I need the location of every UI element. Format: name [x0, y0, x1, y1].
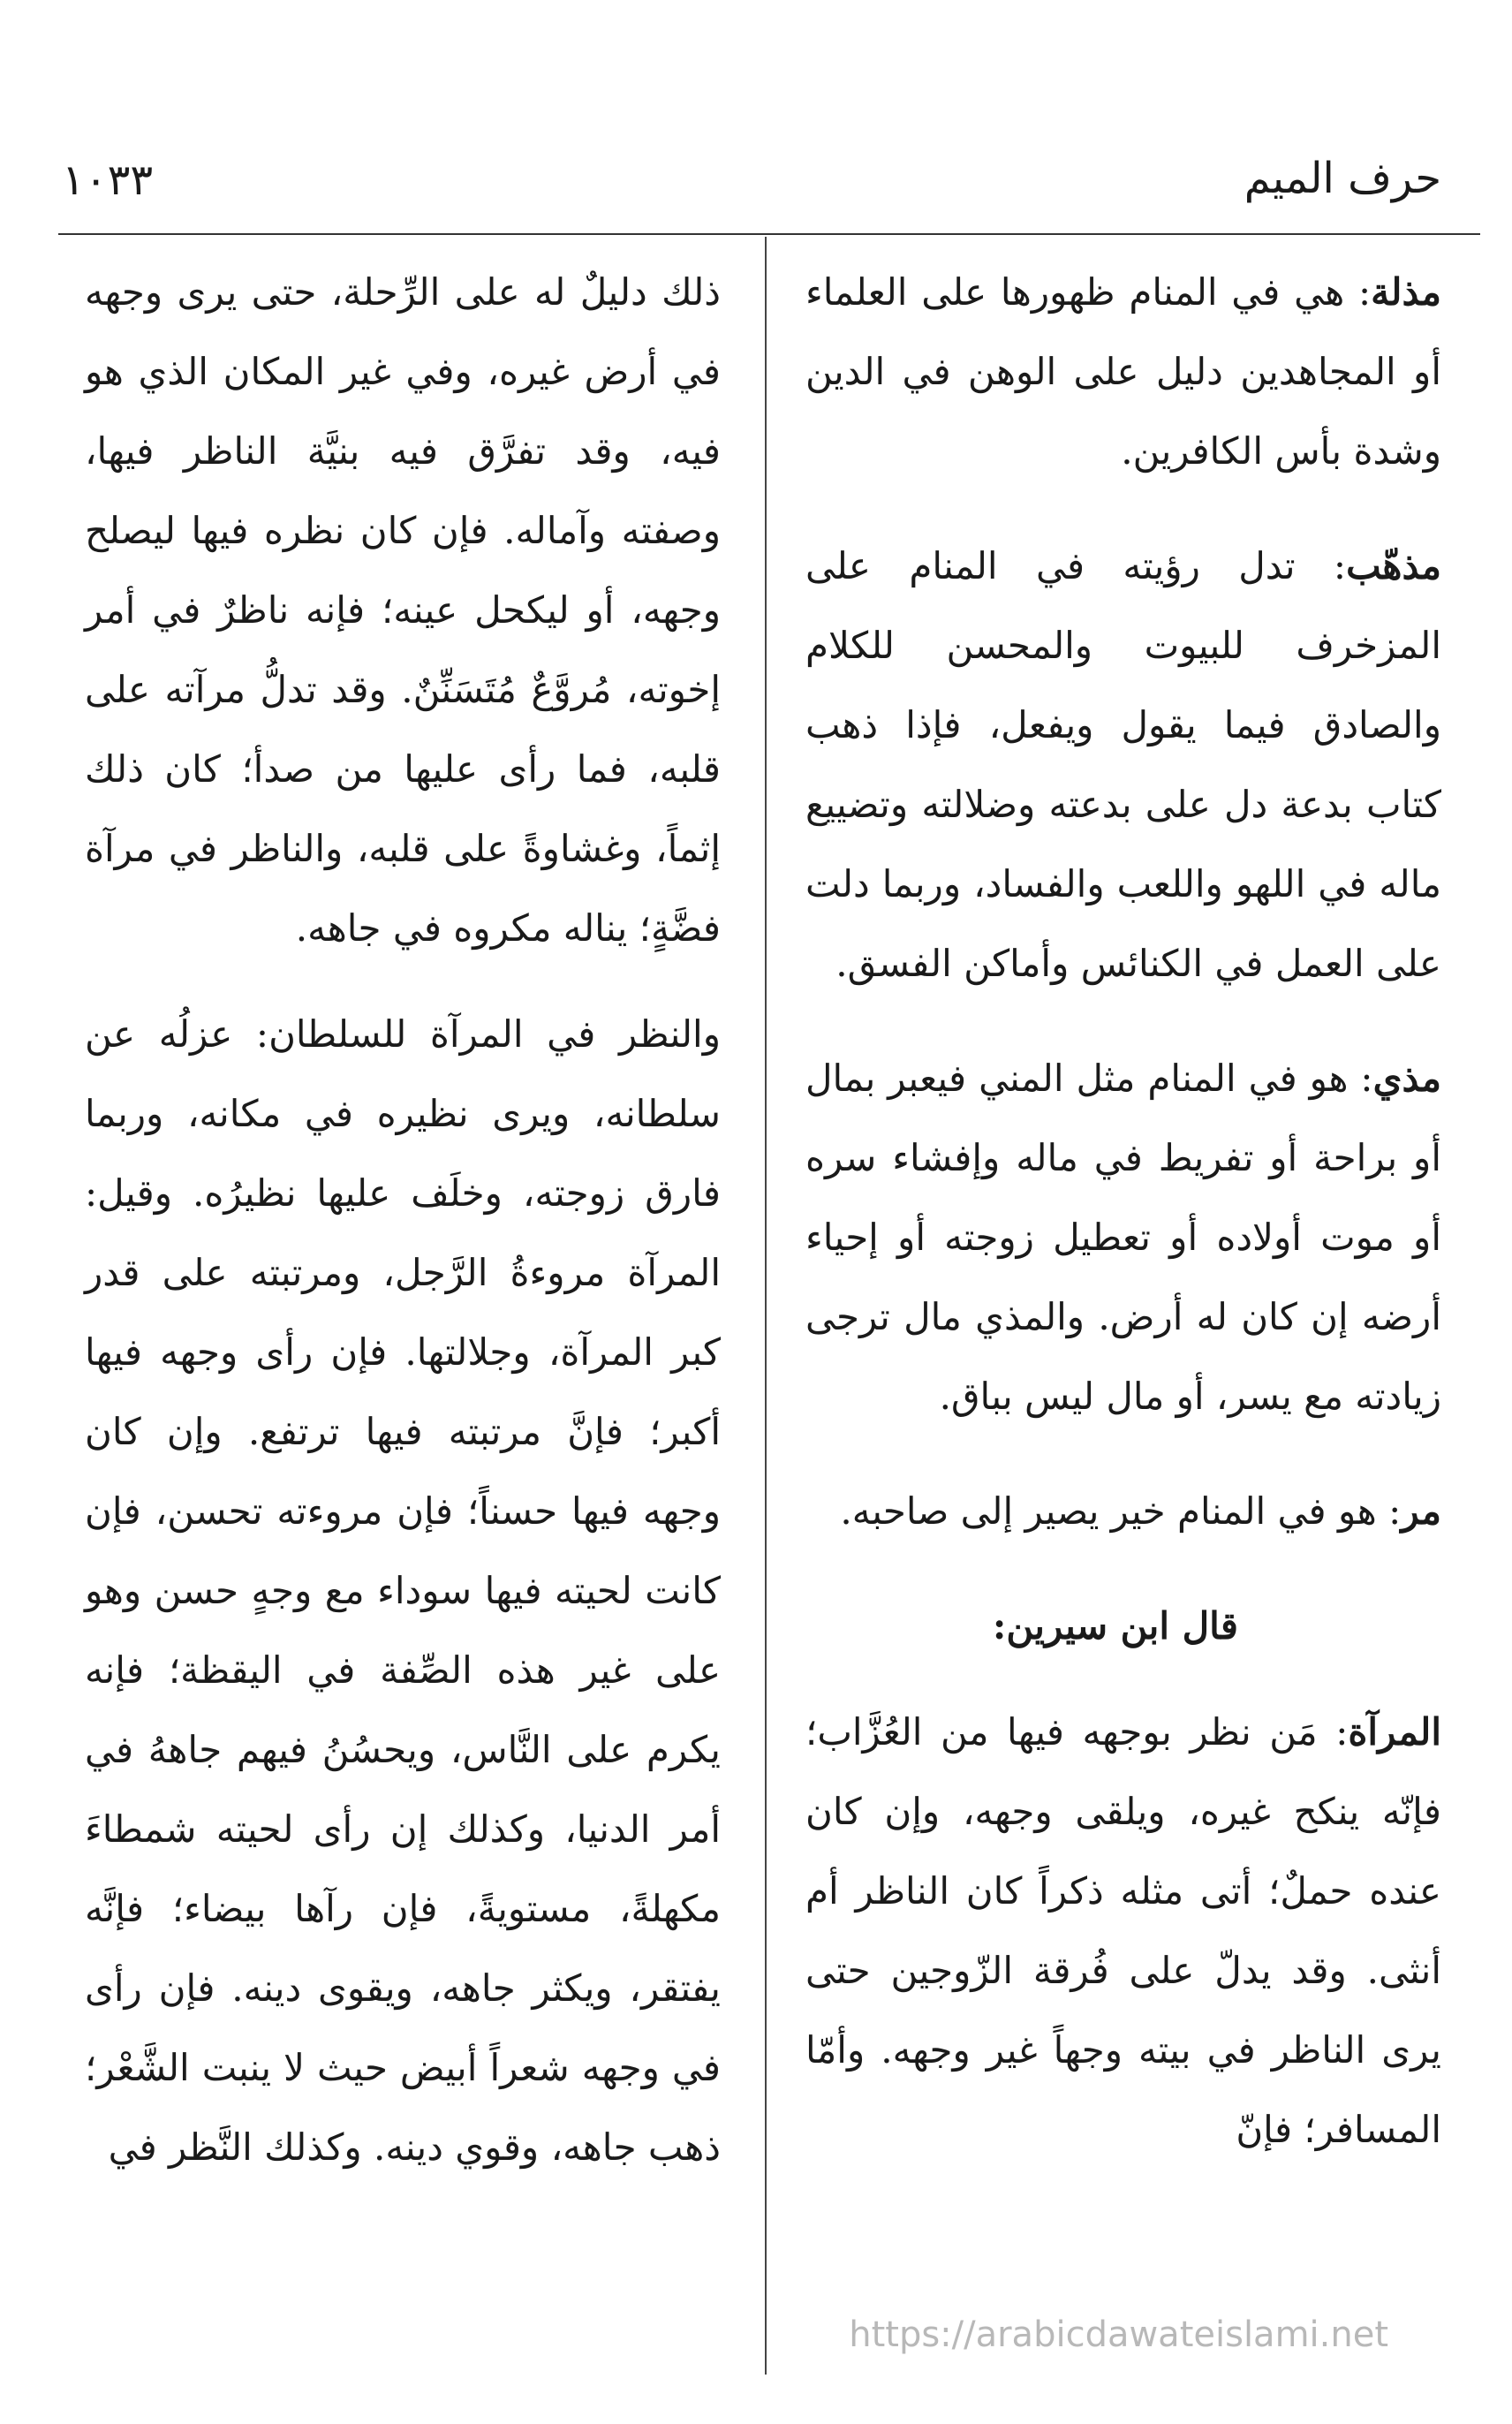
entry-text: : هو في المنام خير يصير إلى صاحبه. — [840, 1489, 1402, 1533]
entry-headword: مذلة — [1371, 270, 1441, 314]
entry-headword: مر — [1401, 1489, 1441, 1533]
entry-murr — [805, 1472, 1441, 1551]
section-subheading: قال ابن سيرين: — [992, 1604, 1238, 1648]
running-header-title: حرف الميم — [1244, 154, 1441, 203]
entry-text: : مَن نظر بوجهه فيها من العُزَّاب؛ فإنّه ينكح غيره، ويلقى وجهه، وإن كان عنده حملٌ؛ أتى مثله ذكراً كان الناظر أم أنثى. وقد يدلّ على فُرقة الزّوجين حتى يرى الناظر في بيته وجهاً غير وجهه. وأمّا المسافر؛ فإنّ — [805, 1710, 1441, 2151]
entry-text: : هي في المنام ظهورها على العلماء أو المجاهدين دليل على الوهن في الدين وشدة بأس الكافرين. — [805, 270, 1441, 473]
entry-mirror — [805, 1693, 1441, 2170]
entry-headword: مذي — [1372, 1057, 1441, 1100]
left-column — [85, 253, 721, 2214]
watermark-url: https://arabicdawateislami.net — [849, 2314, 1388, 2355]
entry-madhalla — [805, 253, 1441, 491]
header-rule — [58, 233, 1480, 235]
entry-headword: مذهّب — [1346, 544, 1441, 587]
entry-madhy — [805, 1039, 1441, 1436]
entry-headword: المرآة — [1348, 1710, 1441, 1754]
entry-text: : هو في المنام مثل المني فيعبر بمال أو براحة أو تفريط في ماله وإفشاء سره أو موت أولاده أو تعطيل زوجته أو إحياء أرضه إن كان له أرض. والمذي مال ترجى زيادته مع يسر، أو مال ليس بباق. — [805, 1057, 1441, 1418]
right-column — [805, 253, 1441, 2205]
page-number: ١٠٣٣ — [62, 155, 154, 205]
entry-text: : تدل رؤيته في المنام على المزخرف للبيوت والمحسن للكلام والصادق فيما يقول ويفعل، فإذا ذهب كتاب بدعة دل على بدعته وضلالته وتضييع ماله في اللهو واللعب والفساد، وربما دلت على العمل في الكنائس وأماكن الفسق. — [805, 544, 1441, 985]
paragraph: ذلك دليلٌ له على الرِّحلة، حتى يرى وجهه في أرض غيره، وفي غير المكان الذي هو فيه، وقد تفرَّق فيه بنيَّة الناظر فيها، وصفته وآماله. فإن كان نظره فيها ليصلح وجهه، أو ليكحل عينه؛ فإنه ناظرٌ في أمر إخوته، مُروَّعٌ مُتَسَنِّنٌ. وقد تدلُّ مرآته على قلبه، فما رأى عليها من صدأ؛ كان ذلك إثماً، وغشاوةً على قلبه، والناظر في مرآة فضَّةٍ؛ يناله مكروه في جاهه. — [85, 270, 721, 950]
column-divider — [765, 237, 767, 2375]
paragraph: والنظر في المرآة للسلطان: عزلُه عن سلطانه، ويرى نظيره في مكانه، وربما فارق زوجته، وخلَف عليها نظيرُه. وقيل: المرآة مروءةُ الرَّجل، ومرتبته على قدر كبر المرآة، وجلالتها. فإن رأى وجهه فيها أكبر؛ فإنَّ مرتبته فيها ترتفع. وإن كان وجهه فيها حسناً؛ فإن مروءته تحسن، فإن كانت لحيته فيها سوداء مع وجهٍ حسن وهو على غير هذه الصِّفة في اليقظة؛ فإنه يكرم على النَّاس، ويحسُنُ فيهم جاههُ في أمر الدنيا، وكذلك إن رأى لحيته شمطاءَ مكهلةً، مستويةً، فإن رآها بيضاء؛ فإنَّه يفتقر، ويكثر جاهه، ويقوى دينه. فإن رأى في وجهه شعراً أبيض حيث لا ينبت الشَّعْر؛ ذهب جاهه، وقوي دينه. وكذلك النَّظر في — [85, 1012, 721, 2169]
entry-mudhahhab — [805, 526, 1441, 1004]
